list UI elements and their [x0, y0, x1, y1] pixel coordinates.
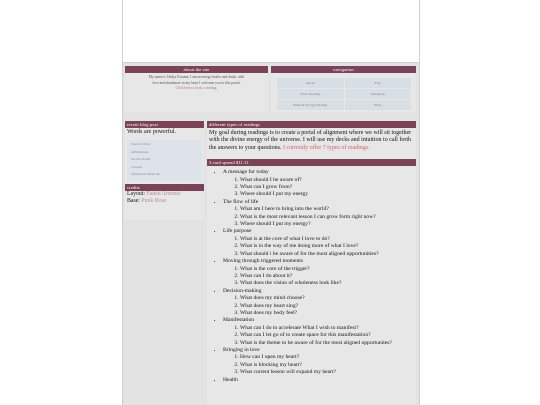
spread-question: 3. What is the theme to be aware of for the most aligned opportunites? — [240, 340, 416, 347]
spread-topic-title: A message for today — [223, 169, 269, 176]
about-line: My name is Valdys Essama, I am an energy healer and doula. with — [148, 75, 245, 79]
spread-topic — [223, 199, 416, 229]
blog-post-link[interactable]: Vibrational Medicine — [131, 172, 160, 176]
about-panel — [125, 66, 268, 112]
credit-base — [125, 198, 204, 206]
spread-question: 1. What is at the core of what I love to do? — [240, 236, 416, 243]
readings-heading: different types of readings — [207, 121, 416, 128]
about-heading: about the site — [125, 66, 268, 73]
spread-question: 1. What does my mind choose? — [240, 295, 416, 302]
about-line: love and abundance in my heart I welcome you to this portal. — [152, 80, 241, 85]
spread-topic-title: Bringing in love — [223, 346, 260, 353]
spread-topic — [223, 347, 416, 377]
spread-question: 1. How can I open my heart? — [240, 354, 416, 361]
spread-question: 1. What can I do to accelerate What I wish to manifest? — [240, 325, 416, 332]
blog-post-list — [127, 140, 202, 181]
spread-topic-title: Health — [223, 376, 238, 383]
spread-topic-title: Moving through triggered moments — [223, 258, 304, 265]
spread-question-list — [223, 354, 416, 376]
blog-post-link[interactable]: Affirmations — [131, 149, 149, 154]
spread-question: 1. What is the core of the trigger? — [240, 266, 416, 273]
spread-question: 3. What should i be aware of for the most aligned opportunities? — [240, 251, 416, 258]
readings-intro — [207, 128, 416, 156]
nav-link-about[interactable]: About — [277, 78, 344, 88]
spread-topic — [223, 377, 416, 384]
credit-layout-link[interactable]: Faded Artemis — [146, 190, 181, 197]
spread-question: 3. What does my body feel? — [240, 310, 416, 317]
spread-topic — [223, 228, 416, 258]
navigation-grid — [277, 78, 411, 108]
blog-heading: recent blog post — [125, 121, 204, 128]
readings-intro-text: My goal during readings is to create a portal of alignment where we will sit together with the divine energy of the universe. I will use my decks and intuition to call forth the answers to your questions. — [209, 130, 412, 151]
spread-question-list — [223, 236, 416, 258]
spread-question: 2. What is in the way of me doing more of what I love? — [240, 243, 416, 250]
spread-topic — [223, 258, 416, 288]
spread-question: 3. What current lesson will expand my heart? — [240, 369, 416, 376]
blog-post-link[interactable]: Shadow Work — [131, 142, 151, 146]
spread-topic-title: Decision-making — [223, 287, 262, 294]
sidebar — [125, 121, 204, 220]
spread-topic-title: Manifestation — [223, 317, 255, 324]
header-banner — [123, 0, 419, 63]
spread-topic-title: Life purpose — [223, 228, 252, 235]
main-content — [207, 121, 416, 405]
spread-question: 1. What should I be aware of? — [240, 177, 416, 184]
spread-question: 2. What can I do about it? — [240, 273, 416, 280]
navigation-heading: navigation — [271, 66, 416, 73]
blog-post-link[interactable]: Sacred Stories — [131, 157, 151, 161]
spread-question: 2. What can I let go of to create space for this manifestation? — [240, 332, 416, 339]
spread-question-list — [223, 295, 416, 317]
spread-question-list — [223, 206, 416, 228]
spread-question: 2. What can I grow from? — [240, 184, 416, 191]
nav-link-etsy[interactable]: Etsy — [345, 78, 412, 88]
credits-heading: credits — [125, 184, 204, 191]
spread-question-list — [223, 325, 416, 347]
spread-topic — [223, 288, 416, 318]
spread-question: 3. Where should I put my energy? — [240, 221, 416, 228]
page-container — [122, 0, 420, 405]
spread-question-list — [223, 177, 416, 199]
navigation-panel — [271, 66, 416, 112]
spread-question: 3. What does the vision of wholeness look like? — [240, 280, 416, 287]
spread-question: 3. Where should I put my energy — [240, 191, 416, 198]
spread-topic — [223, 317, 416, 347]
nav-link-reiki[interactable]: Reiki & Energy Healing — [277, 100, 344, 110]
credit-base-label: Base: — [127, 198, 140, 204]
spread-question-list — [223, 266, 416, 288]
blog-text: Words are powerful. — [127, 129, 176, 135]
credit-layout — [125, 191, 204, 199]
spread-topic-list — [207, 169, 416, 384]
spread-question: 1. What am I here to bring into the world? — [240, 206, 416, 213]
blog-post-link[interactable]: Journals — [131, 164, 143, 169]
spread-topic — [223, 169, 416, 199]
readings-intro-accent: I currently offer 7 types of readings. — [283, 144, 370, 151]
spread-topic-title: The flow of life — [223, 198, 259, 205]
spread-question: 2. What does my heart sing? — [240, 303, 416, 310]
spread-heading: 3 card spread $11.11 — [207, 159, 416, 166]
nav-link-shop[interactable]: Shop — [345, 100, 412, 110]
spread-question: 2. What is blocking my heart? — [240, 362, 416, 369]
about-body — [125, 73, 268, 94]
nav-link-instagram[interactable]: Instagram — [345, 89, 412, 99]
spread-question: 2. What is the most relevant lesson I can grow form right now? — [240, 214, 416, 221]
credit-base-link[interactable]: Punk Rose — [141, 198, 167, 204]
credit-layout-label: Layout: — [127, 190, 146, 197]
nav-link-tarot-reading[interactable]: Tarot Reading — [277, 89, 344, 99]
book-reading-link[interactable]: Click here to book a reading. — [175, 86, 218, 91]
